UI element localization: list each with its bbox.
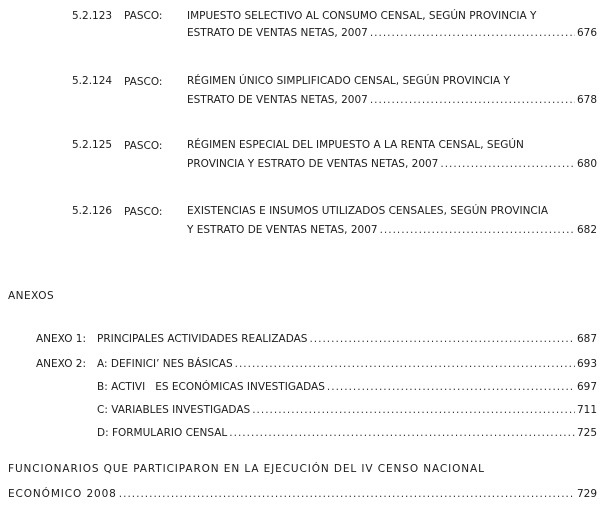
funcionarios-text: ECONÓMICO 2008 (8, 488, 117, 500)
entry-department: PASCO: (124, 76, 163, 88)
anexo-label: ANEXO 2: (36, 358, 87, 370)
anexo-text: PRINCIPALES ACTIVIDADES REALIZADAS (97, 333, 308, 345)
page-number: 676 (576, 27, 597, 39)
page-number: 729 (576, 488, 597, 500)
anexo-text: A: DEFINICI’ NES BÁSICAS (97, 358, 233, 370)
leader-dots (252, 404, 575, 416)
entry-department: PASCO: (124, 140, 163, 152)
anexo-label: ANEXO 1: (36, 333, 87, 345)
leader-dots (119, 488, 575, 500)
anexo-line (97, 358, 597, 370)
entry-title-line2 (187, 27, 597, 39)
funcionarios-title-line2 (8, 488, 597, 500)
leader-dots (235, 358, 575, 370)
anexo-line (97, 333, 597, 345)
entry-title-line2 (187, 94, 597, 106)
entry-department: PASCO: (124, 10, 163, 22)
entry-title-line2 (187, 224, 597, 236)
leader-dots (229, 427, 575, 439)
anexo-text: B: ACTIVI ES ECONÓMICAS INVESTIGADAS (97, 381, 325, 393)
entry-title-line2 (187, 158, 597, 170)
entry-title-text: ESTRATO DE VENTAS NETAS, 2007 (187, 94, 368, 106)
entry-title-line1: EXISTENCIAS E INSUMOS UTILIZADOS CENSALES, SEGÚN PROVINCIA (187, 205, 549, 217)
anexo-line (97, 404, 597, 416)
page-number: 725 (576, 427, 597, 439)
entry-title-text: PROVINCIA Y ESTRATO DE VENTAS NETAS, 2007 (187, 158, 439, 170)
leader-dots (370, 27, 575, 39)
page-number: 687 (576, 333, 597, 345)
entry-department: PASCO: (124, 206, 163, 218)
entry-number: 5.2.125 (72, 139, 113, 151)
page-number: 678 (576, 94, 597, 106)
entry-number: 5.2.123 (72, 10, 113, 22)
page-number: 682 (576, 224, 597, 236)
leader-dots (370, 94, 575, 106)
anexo-text: D: FORMULARIO CENSAL (97, 427, 228, 439)
anexos-heading: ANEXOS (8, 290, 55, 302)
anexo-text: C: VARIABLES INVESTIGADAS (97, 404, 251, 416)
page-number: 680 (576, 158, 597, 170)
leader-dots (327, 381, 575, 393)
anexo-line (97, 427, 597, 439)
page-number: 693 (576, 358, 597, 370)
page-number: 697 (576, 381, 597, 393)
entry-title-line1: RÉGIMEN ESPECIAL DEL IMPUESTO A LA RENTA CENSAL, SEGÚN (187, 139, 524, 151)
anexo-line (97, 381, 597, 393)
funcionarios-title-line1: FUNCIONARIOS QUE PARTICIPARON EN LA EJECUCIÓN DEL IV CENSO NACIONAL (8, 463, 485, 475)
entry-title-line1: IMPUESTO SELECTIVO AL CONSUMO CENSAL, SEGÚN PROVINCIA Y (187, 10, 537, 22)
leader-dots (309, 333, 575, 345)
leader-dots (380, 224, 575, 236)
entry-title-text: Y ESTRATO DE VENTAS NETAS, 2007 (187, 224, 378, 236)
entry-title-text: ESTRATO DE VENTAS NETAS, 2007 (187, 27, 368, 39)
entry-number: 5.2.124 (72, 75, 113, 87)
leader-dots (440, 158, 575, 170)
entry-title-line1: RÉGIMEN ÚNICO SIMPLIFICADO CENSAL, SEGÚN PROVINCIA Y (187, 75, 510, 87)
entry-number: 5.2.126 (72, 205, 113, 217)
page-number: 711 (576, 404, 597, 416)
